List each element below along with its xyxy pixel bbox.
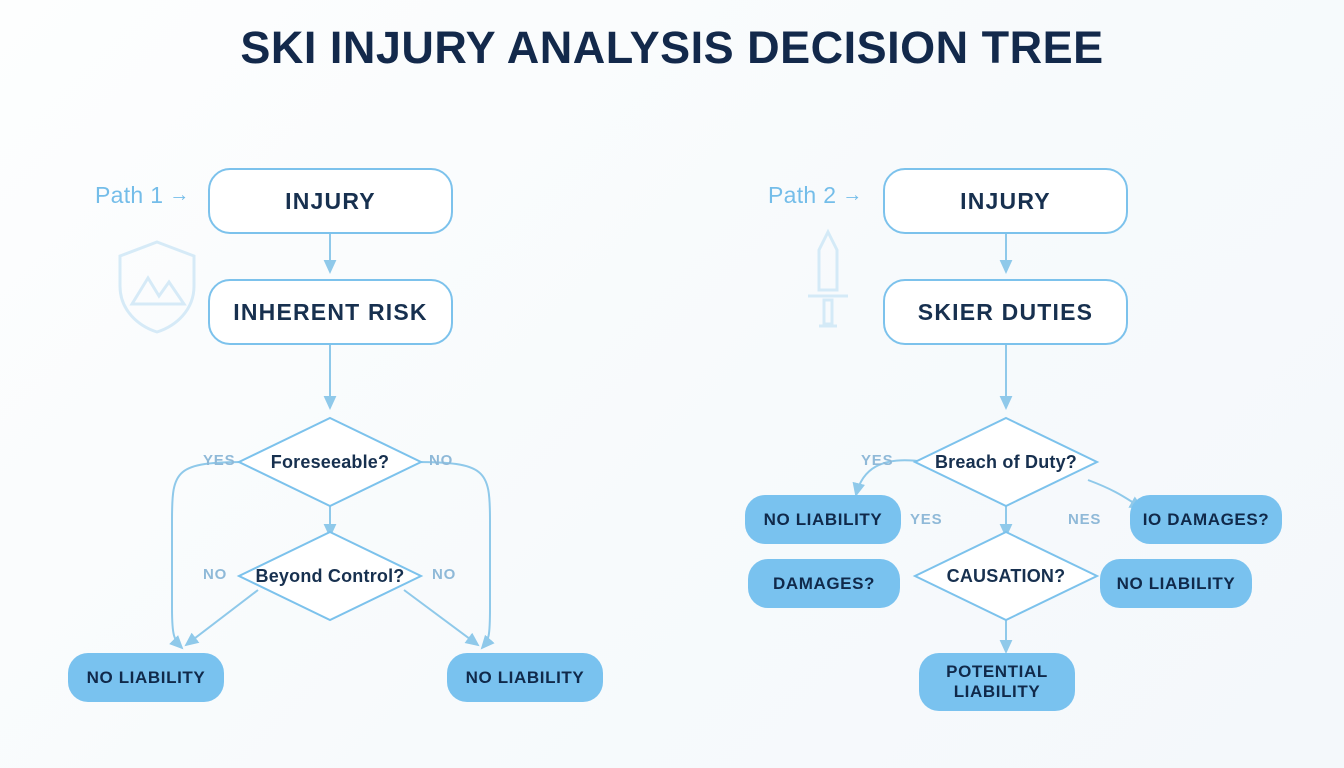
path-1-arrow-icon: → bbox=[169, 184, 190, 206]
node-p1-injury[interactable] bbox=[208, 168, 453, 234]
node-label: NO LIABILITY bbox=[86, 667, 206, 687]
node-label: NO LIABILITY bbox=[465, 667, 585, 687]
node-label: INJURY bbox=[285, 187, 376, 214]
node-p2-skier-duties[interactable] bbox=[883, 279, 1128, 345]
node-p2-potential-liability[interactable] bbox=[919, 653, 1075, 711]
edge-label-p2-breach-yes-upper: YES bbox=[861, 452, 894, 469]
edge-label-p2-breach-yes-lower: YES bbox=[910, 511, 943, 528]
sword-icon bbox=[800, 228, 856, 343]
edge-label-p1-beyond-control-right: NO bbox=[432, 566, 457, 583]
shield-mountain-icon bbox=[112, 238, 202, 341]
node-label: POTENTIAL LIABILITY bbox=[946, 662, 1048, 701]
node-label: INJURY bbox=[960, 187, 1051, 214]
node-label: Beyond Control? bbox=[255, 565, 405, 586]
node-p1-no-liability-right[interactable] bbox=[447, 653, 603, 702]
node-label: SKIER DUTIES bbox=[917, 298, 1094, 325]
node-label: CAUSATION? bbox=[946, 565, 1066, 586]
node-p2-causation[interactable] bbox=[912, 529, 1100, 623]
path-2-arrow-icon: → bbox=[842, 184, 863, 206]
node-label: NO LIABILITY bbox=[763, 509, 883, 529]
node-p2-breach-of-duty[interactable] bbox=[912, 415, 1100, 509]
path-1-label: Path 1 bbox=[95, 182, 164, 208]
edge-label-p1-foreseeable-yes: YES bbox=[203, 452, 236, 469]
node-label: IO DAMAGES? bbox=[1142, 509, 1270, 529]
node-label: NO LIABILITY bbox=[1116, 573, 1236, 593]
path-2-label: Path 2 bbox=[768, 182, 837, 208]
node-p1-inherent-risk[interactable] bbox=[208, 279, 453, 345]
node-label: DAMAGES? bbox=[772, 573, 876, 593]
node-p2-injury[interactable] bbox=[883, 168, 1128, 234]
node-label: Foreseeable? bbox=[270, 451, 390, 472]
page-title: SKI INJURY ANALYSIS DECISION TREE bbox=[240, 22, 1104, 73]
node-p2-no-liability-upper-left[interactable] bbox=[745, 495, 901, 544]
path-1-caption bbox=[95, 182, 190, 209]
node-p2-damages[interactable] bbox=[748, 559, 900, 608]
edge-label-p1-beyond-control-left: NO bbox=[203, 566, 228, 583]
edge-label-p2-breach-nes: NES bbox=[1068, 511, 1102, 528]
node-p1-foreseeable[interactable] bbox=[236, 415, 424, 509]
edge-label-p1-foreseeable-no: NO bbox=[429, 452, 454, 469]
node-p2-no-damages[interactable] bbox=[1130, 495, 1282, 544]
node-label: Breach of Duty? bbox=[934, 451, 1078, 472]
node-p1-no-liability-left[interactable] bbox=[68, 653, 224, 702]
node-p1-beyond-control[interactable] bbox=[236, 529, 424, 623]
node-p2-no-liability-right[interactable] bbox=[1100, 559, 1252, 608]
path-2-caption bbox=[768, 182, 863, 209]
node-label: INHERENT RISK bbox=[233, 298, 428, 325]
